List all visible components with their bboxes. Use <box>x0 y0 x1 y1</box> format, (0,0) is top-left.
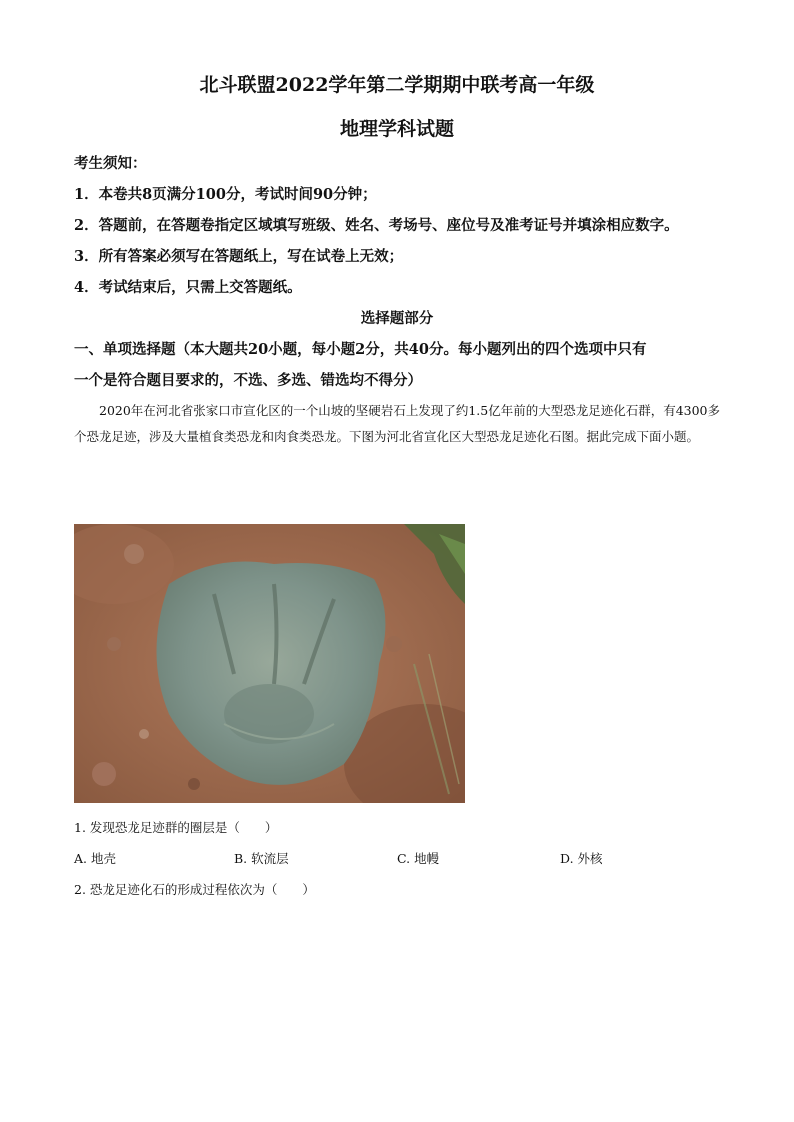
question-1-option-c[interactable]: C. 地幔 <box>397 851 440 866</box>
question-intro <box>74 398 724 450</box>
part-instructions-line1: 一、单项选择题（本大题共20小题，每小题2分，共40分。每小题列出的四个选项中只有 <box>74 341 647 358</box>
exam-subtitle: 地理学科试题 <box>339 118 454 140</box>
notice-item: 1．本卷共8页满分100分，考试时间90分钟； <box>74 186 377 203</box>
exam-title: 北斗联盟2022学年第二学期期中联考高一年级 <box>199 74 595 96</box>
notice-item: 2．答题前，在答题卷指定区域填写班级、姓名、考场号、座位号及准考证号并填涂相应数字。 <box>74 217 679 234</box>
question-2-stem: 2. 恐龙足迹化石的形成过程依次为（ ） <box>74 882 315 897</box>
intro-paragraph: 2020年在河北省张家口市宣化区的一个山坡的坚硬岩石上发现了约1.5亿年前的大型恐龙足迹化石群，有4300多个恐龙足迹，涉及大量植食类恐龙和肉食类恐龙。下图为河北省宣化区大型恐龙足迹化石图。据此完成下面小题。 <box>74 403 721 444</box>
section-heading: 选择题部分 <box>360 310 434 327</box>
dinosaur-footprint-photo <box>74 524 465 803</box>
question-1-option-b[interactable]: B. 软流层 <box>234 851 289 866</box>
question-1-option-a[interactable]: A. 地壳 <box>74 851 116 866</box>
notice-item: 4．考试结束后，只需上交答题纸。 <box>74 279 302 296</box>
part-instructions-line2: 一个是符合题目要求的，不选、多选、错选均不得分） <box>74 372 422 389</box>
notice-item: 3．所有答案必须写在答题纸上，写在试卷上无效； <box>74 248 404 265</box>
notice-heading: 考生须知： <box>74 155 147 172</box>
question-1-option-d[interactable]: D. 外核 <box>560 851 603 866</box>
question-1-stem: 1. 发现恐龙足迹群的圈层是（ ） <box>74 820 278 835</box>
